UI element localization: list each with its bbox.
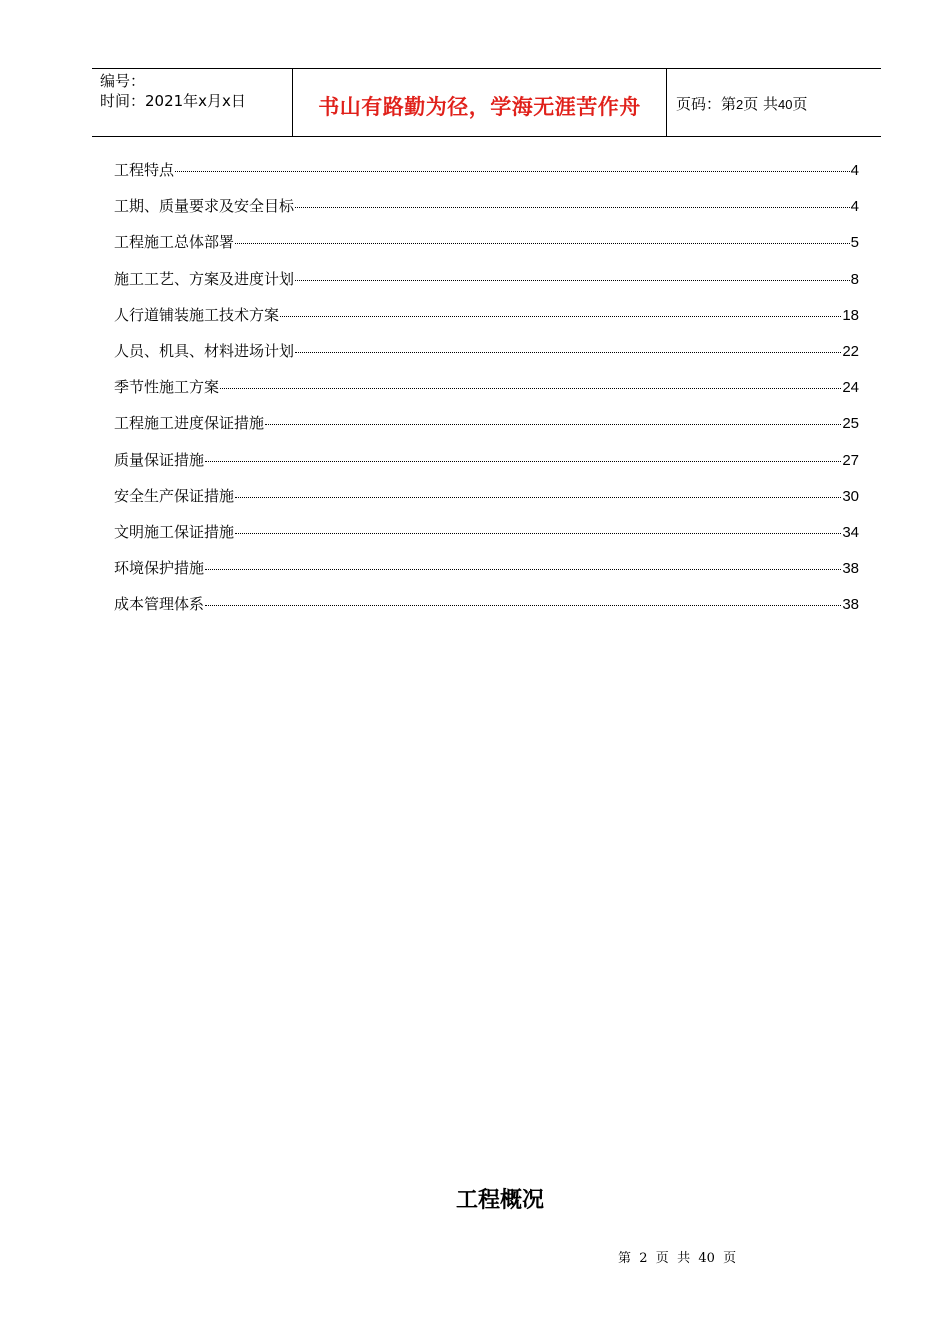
- toc-dot-leader: [205, 569, 841, 570]
- toc-entry-title[interactable]: 质量保证措施: [114, 450, 205, 469]
- toc-entry-page[interactable]: 4: [850, 198, 859, 216]
- toc-entry-title[interactable]: 工程特点: [114, 161, 175, 179]
- toc-entry[interactable]: [114, 521, 859, 557]
- toc-entry-title[interactable]: 人行道铺装施工技术方案: [114, 305, 280, 324]
- toc-dot-leader: [235, 533, 841, 534]
- toc-dot-leader: [205, 605, 841, 606]
- page-header: [92, 68, 881, 137]
- section-heading: 工程概况: [455, 1188, 544, 1213]
- header-page-info: [676, 93, 808, 114]
- toc-entry-page[interactable]: 30: [842, 487, 859, 505]
- toc-entry-page[interactable]: 5: [850, 234, 859, 252]
- page-suffix: 页: [792, 95, 808, 113]
- toc-entry-title[interactable]: 季节性施工方案: [114, 378, 220, 397]
- toc-entry-page[interactable]: 18: [842, 306, 859, 324]
- toc-entry-title[interactable]: 成本管理体系: [114, 595, 205, 614]
- toc-entry-page[interactable]: 25: [842, 415, 859, 433]
- toc-entry-title[interactable]: 施工工艺、方案及进度计划: [114, 269, 295, 288]
- toc-dot-leader: [220, 388, 841, 389]
- page-current: 2: [736, 97, 744, 112]
- toc-entry[interactable]: [114, 593, 859, 629]
- toc-entry-page[interactable]: 34: [842, 523, 859, 541]
- toc-entry[interactable]: [114, 159, 859, 195]
- toc-dot-leader: [295, 280, 850, 281]
- document-number-label: 编号：: [100, 72, 146, 90]
- toc-entry[interactable]: [114, 195, 859, 231]
- toc-dot-leader: [265, 424, 841, 425]
- toc-dot-leader: [205, 461, 841, 462]
- toc-entry-page[interactable]: 38: [842, 596, 859, 614]
- toc-dot-leader: [295, 352, 841, 353]
- page-mid: 页 共: [743, 95, 779, 113]
- toc-entry[interactable]: [114, 485, 859, 521]
- toc-entry-title[interactable]: 工程施工总体部署: [114, 233, 235, 252]
- page-total: 40: [778, 97, 793, 112]
- toc-entry[interactable]: [114, 449, 859, 485]
- toc-entry[interactable]: [114, 412, 859, 448]
- toc-entry-title[interactable]: 安全生产保证措施: [114, 486, 235, 505]
- toc-entry[interactable]: [114, 340, 859, 376]
- toc-entry[interactable]: [114, 304, 859, 340]
- toc-entry[interactable]: [114, 557, 859, 593]
- toc-entry-page[interactable]: 8: [850, 270, 859, 288]
- toc-entry-title[interactable]: 环境保护措施: [114, 559, 205, 578]
- toc-dot-leader: [235, 243, 850, 244]
- toc-entry-title[interactable]: 工程施工进度保证措施: [114, 414, 265, 433]
- toc-entry-page[interactable]: 4: [850, 162, 859, 179]
- header-page-cell: [666, 69, 881, 136]
- document-time-label: 时间：2021年x月x日: [100, 92, 246, 110]
- toc-entry-page[interactable]: 38: [842, 560, 859, 578]
- header-motto-cell: [292, 69, 667, 136]
- toc-entry-title[interactable]: 文明施工保证措施: [114, 522, 235, 541]
- toc-entry-page[interactable]: 24: [842, 379, 859, 397]
- page-footer: 第 2 页 共 40 页: [618, 1251, 737, 1266]
- toc-dot-leader: [295, 207, 850, 208]
- toc-dot-leader: [175, 171, 850, 172]
- toc-entry-title[interactable]: 工期、质量要求及安全目标: [114, 197, 295, 216]
- toc-dot-leader: [280, 316, 841, 317]
- toc-entry[interactable]: [114, 268, 859, 304]
- page-prefix: 页码：第: [676, 95, 737, 113]
- toc-entry[interactable]: [114, 376, 859, 412]
- table-of-contents: [114, 159, 859, 629]
- toc-dot-leader: [235, 497, 841, 498]
- header-meta-cell: [92, 69, 292, 136]
- toc-entry-page[interactable]: 27: [842, 451, 859, 469]
- header-motto: 书山有路勤为径，学海无涯苦作舟: [318, 95, 641, 119]
- toc-entry-page[interactable]: 22: [842, 342, 859, 360]
- toc-entry[interactable]: [114, 231, 859, 267]
- toc-entry-title[interactable]: 人员、机具、材料进场计划: [114, 341, 295, 360]
